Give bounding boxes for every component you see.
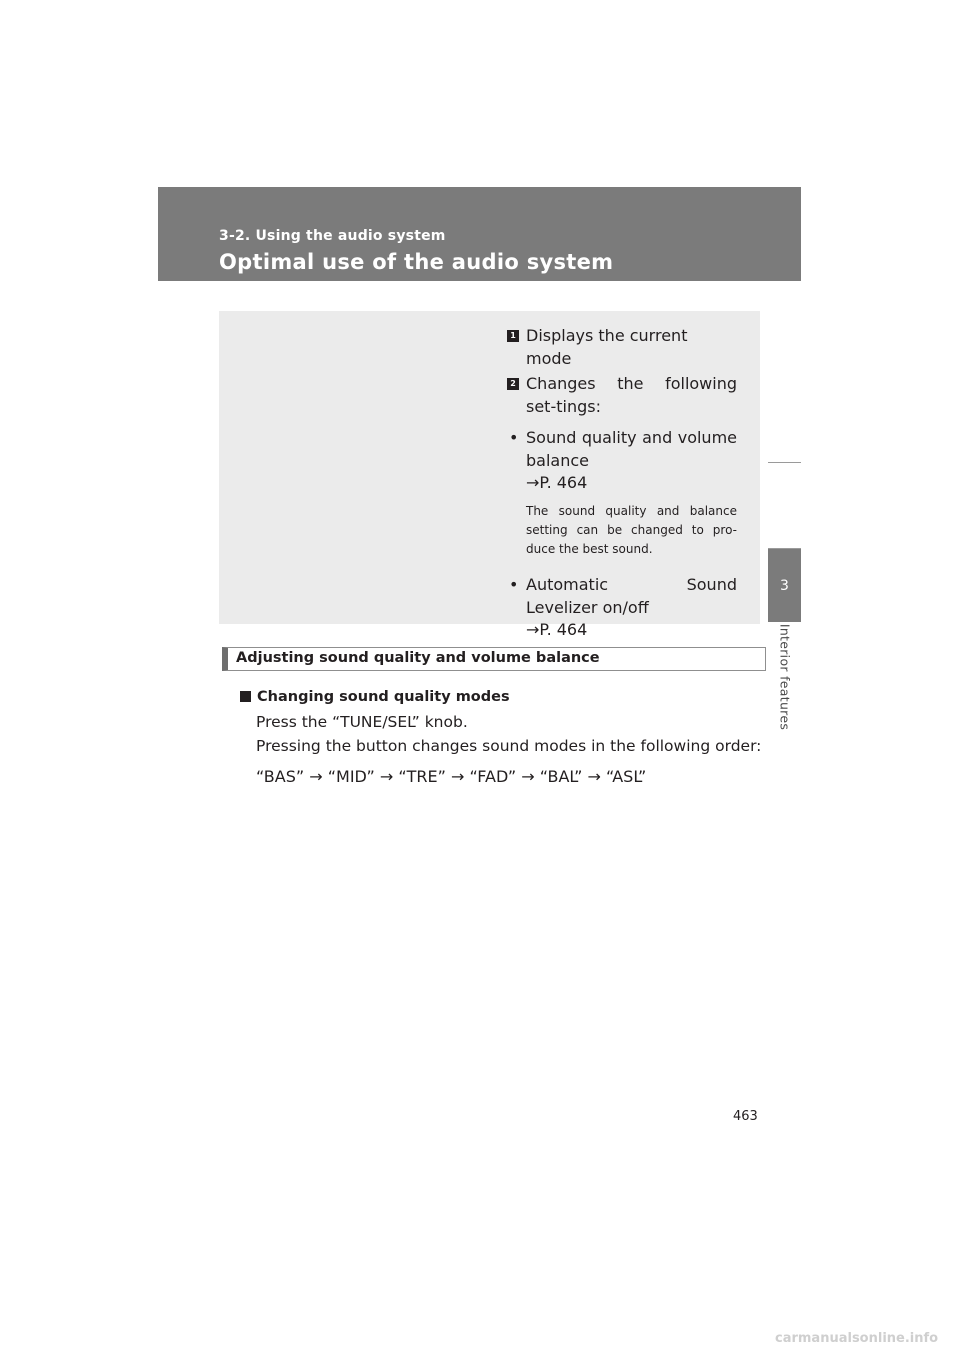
callout-text (507, 324, 737, 641)
chapter-label: Interior features (777, 623, 793, 731)
subheading (240, 689, 510, 705)
bullet-item (507, 573, 737, 619)
note-text: The sound quality and balance setting can be changed to pro-duce the best sound. (526, 504, 737, 556)
subheading-text: Changing sound quality modes (257, 689, 510, 705)
number-badge: 1 (507, 330, 519, 342)
callout-item-1 (507, 324, 737, 370)
chapter-number: 3 (780, 577, 789, 594)
callout-item-text: Changes the following set-tings: (526, 374, 737, 416)
body-text: Press the “TUNE/SEL” knob. (256, 713, 468, 731)
number-badge: 2 (507, 378, 519, 390)
section-heading-text: Adjusting sound quality and volume balance (236, 650, 600, 666)
page-number: 463 (733, 1109, 758, 1124)
section-label: 3-2. Using the audio system (219, 228, 446, 244)
callout-item-text: Displays the current mode (526, 326, 688, 368)
section-heading (222, 647, 766, 671)
body-text: Pressing the button changes sound modes in the following order: (256, 737, 762, 755)
page-reference-link[interactable]: →P. 464 (526, 473, 588, 492)
page-reference-link[interactable]: →P. 464 (526, 620, 588, 639)
mode-sequence: “BAS” → “MID” → “TRE” → “FAD” → “BAL” → “ASL” (256, 767, 647, 786)
chapter-tab[interactable] (768, 549, 801, 622)
bullet-mark: • (509, 575, 519, 594)
bullet-mark: • (509, 428, 519, 447)
bullet-item (507, 426, 737, 472)
square-bullet-icon (240, 691, 251, 702)
bullet-text: Sound quality and volume balance (526, 428, 737, 470)
page-title: Optimal use of the audio system (219, 250, 614, 274)
bullet-text: Automatic Sound Levelizer on/off (526, 575, 737, 617)
callout-item-2 (507, 372, 737, 418)
watermark: carmanualsonline.info (775, 1331, 939, 1346)
side-divider (768, 462, 801, 463)
